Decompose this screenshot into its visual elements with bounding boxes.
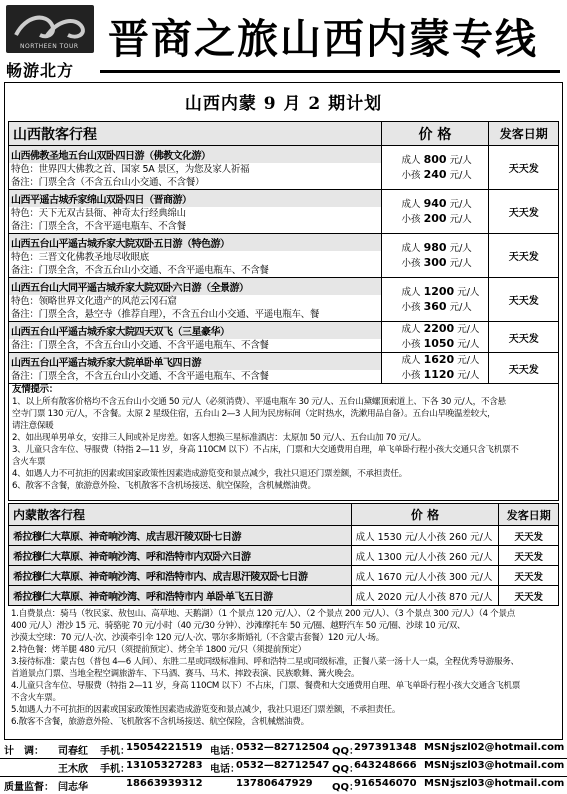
price-child xyxy=(382,300,489,315)
table-header-row xyxy=(9,122,559,146)
neimeng-notes xyxy=(8,607,559,739)
product-name: 山西佛教圣地五台山双卧四日游（佛教文化游） xyxy=(9,146,381,163)
price-child xyxy=(382,256,489,271)
product-detail: 特色：天下无双古县衙、神奇太行经典绵山 xyxy=(11,208,186,219)
contact-phone: 13105327283 xyxy=(126,760,203,771)
product-name: 山西五台山大同平遥古城乔家大院双卧六日游（全景游） xyxy=(9,278,381,295)
note-line: 1.自费景点：骑马（牧民家、敖包山、高草地、天鹅湖）（1 个景点 120 元/人）、（2 个景点 200 元/人）、（3 个景点 300 元/人）（4 个景点 xyxy=(11,609,516,619)
contact-tel: 0532—82712504 xyxy=(236,742,330,753)
departure-date: 天天发 xyxy=(489,278,559,322)
contact-tel: 13780647929 xyxy=(236,778,313,789)
departure-date: 天天发 xyxy=(499,526,559,546)
col-header-price: 价 格 xyxy=(381,122,489,146)
product-price: 成人 1300 元/人小孩 260 元/人 xyxy=(351,546,499,566)
contact-qq-label: QQ： xyxy=(332,764,360,775)
product-price xyxy=(381,322,489,353)
col-header-route: 内蒙散客行程 xyxy=(9,504,352,526)
contact-divider xyxy=(0,776,567,777)
main-panel xyxy=(4,82,563,740)
price-value: 800 xyxy=(423,152,447,166)
product-detail: 备注：门票全含，不含五台山小交通、不含平遥电瓶车、不含餐 xyxy=(11,340,269,351)
product-name: 山西五台山平遥古城乔家大院单卧单飞四日游 xyxy=(9,353,381,370)
product-detail: 特色：三晋文化佛教圣地尽收眼底 xyxy=(11,252,150,263)
price-label: 成人 xyxy=(401,242,421,254)
note-line: 2.特色餐：烤羊腿 480 元/只（须提前预定）、烤全羊 1800 元/只（须提前预定） xyxy=(11,645,306,655)
price-unit: 元/人 xyxy=(449,198,472,210)
col-header-price: 价 格 xyxy=(351,504,499,526)
product-name: 山西五台山平遥古城乔家大院四天双飞（三星豪华） xyxy=(9,322,381,339)
contact-phone-label: 手机： xyxy=(100,764,130,775)
shanxi-table xyxy=(8,121,559,384)
contact-tel-label: 电话： xyxy=(210,764,240,775)
contact-label: 计 调： xyxy=(4,746,44,757)
contact-tel: 0532—82712547 xyxy=(236,760,330,771)
price-label: 小孩 xyxy=(401,301,421,313)
product-detail: 备注：门票全含，不含平遥电瓶车、不含餐 xyxy=(11,221,186,232)
price-value: 240 xyxy=(423,167,447,181)
price-label: 小孩 xyxy=(401,213,421,225)
price-child xyxy=(382,368,489,383)
contact-phone: 15054221519 xyxy=(126,742,203,753)
col-header-route: 山西散客行程 xyxy=(9,122,382,146)
shanxi-notes xyxy=(8,383,559,501)
price-adult xyxy=(382,197,489,212)
contact-msn-label: MSN: xyxy=(424,760,454,771)
price-unit: 元/人 xyxy=(449,169,472,181)
company-logo xyxy=(6,5,94,53)
col-header-date: 发客日期 xyxy=(489,122,559,146)
price-value: 1120 xyxy=(423,368,455,381)
contact-msn: jszl02@hotmail.com xyxy=(452,742,565,753)
departure-date: 天天发 xyxy=(489,353,559,384)
product-info xyxy=(9,322,382,353)
note-line: 400 元/人）滑沙 15 元、骑骆驼 70 元/小时（40 元/30 分钟）、沙滩摩托车 50 元/圈、越野汽车 50 元/圈、沙球 10 元/双、 xyxy=(11,621,466,631)
price-label: 小孩 xyxy=(401,370,421,381)
table-row xyxy=(9,278,559,322)
product-name: 希拉穆仁大草原、神奇响沙湾、呼和浩特市内 单卧单飞五日游 xyxy=(9,586,352,606)
price-value: 2200 xyxy=(423,322,455,335)
col-header-date: 发客日期 xyxy=(499,504,559,526)
price-value: 200 xyxy=(423,211,447,225)
product-info xyxy=(9,234,382,278)
price-label: 成人 xyxy=(401,286,421,298)
price-adult xyxy=(382,153,489,168)
price-child xyxy=(382,212,489,227)
note-line: 空寺门票 130 元/人，不含餐。太原 2 星级住宿，五台山 2—3 人间为民房标间（定时热水，洗漱用品自备）。五台山早晚温差较大， xyxy=(12,409,496,419)
product-price: 成人 1670 元/人小孩 300 元/人 xyxy=(351,566,499,586)
product-info xyxy=(9,190,382,234)
note-line: 5.如遇人力不可抗拒的因素或国家政策性因素造成游览变和景点减少，我社只退还门票差额，不承担责任。 xyxy=(11,705,401,715)
contact-name: 王木欣 xyxy=(58,764,88,775)
product-detail: 备注：门票全含，不含五台山小交通、不含平遥电瓶车、不含餐 xyxy=(11,265,269,276)
contact-label: 质量监督： xyxy=(4,782,54,793)
contact-qq-label: QQ： xyxy=(332,746,360,757)
departure-date: 天天发 xyxy=(489,322,559,353)
price-child xyxy=(382,168,489,183)
table-row xyxy=(9,586,559,606)
note-line: 2、如出现单男单女，安排三人间或补足房差。如客人想换三星标准酒店：太原加 50 元/人、五台山加 70 元/人。 xyxy=(12,433,426,443)
note-line: 6.散客不含餐，旅游意外险、飞机散客不含机场接送、航空保险，含机械燃油费。 xyxy=(11,717,309,727)
departure-date: 天天发 xyxy=(489,234,559,278)
price-label: 成人 xyxy=(401,324,421,335)
product-price xyxy=(381,146,489,190)
departure-date: 天天发 xyxy=(499,566,559,586)
contact-qq: 297391348 xyxy=(354,742,417,753)
price-unit: 元/人 xyxy=(457,324,480,335)
product-detail: 备注：门票全含，不含五台山小交通、不含平遥电瓶车、不含餐 xyxy=(11,371,269,382)
product-price xyxy=(381,190,489,234)
price-adult xyxy=(382,241,489,256)
product-price xyxy=(381,234,489,278)
price-label: 小孩 xyxy=(401,257,421,269)
departure-date: 天天发 xyxy=(499,586,559,606)
table-header-row xyxy=(9,504,559,526)
contact-row xyxy=(0,778,567,794)
note-line: 3、儿童只含车位、导服费（特指 2—11 岁，身高 110CM 以下）不占床，门票和大交通费用自理，单飞单卧行程小孩大交通只含飞机票不 xyxy=(12,445,519,455)
product-name: 希拉穆仁大草原、神奇响沙湾、成吉思汗陵双卧七日游 xyxy=(9,526,352,546)
product-info xyxy=(9,278,382,322)
price-value: 980 xyxy=(423,240,447,254)
contact-msn-label: MSN: xyxy=(424,742,454,753)
contact-qq: 916546070 xyxy=(354,778,417,789)
note-line: 不含火车票。 xyxy=(11,693,61,703)
contact-tel-label: 电话： xyxy=(210,746,240,757)
note-line: 含火车票 xyxy=(12,457,46,467)
note-line: 3.接待标准：蒙古包（普包 4—6 人间）、东胜二星或同级标准间、呼和浩特二星或同级标准，正餐八菜一汤十人一桌，全程优秀导游服务、 xyxy=(11,657,519,667)
contact-msn: jszl03@hotmail.com xyxy=(452,778,565,789)
product-detail: 特色：世界四大佛教之首、国家 5A 景区，为您及家人祈福 xyxy=(11,164,250,175)
note-line: 请注意保暖 xyxy=(12,421,54,431)
price-unit: 元/人 xyxy=(449,242,472,254)
contact-name: 闫志华 xyxy=(58,782,88,793)
price-label: 小孩 xyxy=(401,169,421,181)
price-unit: 元/人 xyxy=(449,154,472,166)
product-info xyxy=(9,353,382,384)
product-name: 希拉穆仁大草原、神奇响沙湾、呼和浩特市内双卧六日游 xyxy=(9,546,352,566)
price-child xyxy=(382,337,489,352)
price-unit: 元/人 xyxy=(457,355,480,366)
product-detail: 备注：门票全含，悬空寺（推荐自理），不含五台山小交通、平遥电瓶车、餐 xyxy=(11,309,320,320)
product-detail: 备注：门票全含（不含五台山小交通、不含餐） xyxy=(11,177,205,188)
product-price: 成人 2020 元/人小孩 870 元/人 xyxy=(351,586,499,606)
product-price xyxy=(381,353,489,384)
price-adult xyxy=(382,353,489,368)
note-line: 沙漠太空球：70 元/人·次、沙漠牵引伞 120 元/人·次、鄂尔多斯婚礼（不含蒙古套餐）120 元/人·场。 xyxy=(11,633,385,643)
price-value: 300 xyxy=(423,255,447,269)
product-info xyxy=(9,146,382,190)
neimeng-table xyxy=(8,503,559,606)
product-detail: 特色：领略世界文化遗产的风范云冈石窟 xyxy=(11,296,177,307)
price-label: 成人 xyxy=(401,355,421,366)
note-line: 1、以上所有散客价格均不含五台山小交通 50 元/人（必须消费）、平遥电瓶车 30 元/人、五台山黛螺顶索道上、下各 30 元/人，不含悬 xyxy=(12,397,506,407)
price-value: 1200 xyxy=(423,284,455,298)
brand-name: 畅游北方 xyxy=(6,61,75,80)
price-adult xyxy=(382,322,489,337)
table-row xyxy=(9,353,559,384)
price-unit: 元/人 xyxy=(457,370,480,381)
price-adult xyxy=(382,285,489,300)
product-name: 山西平遥古城乔家绵山双卧四日（晋商游） xyxy=(9,190,381,207)
note-line: 4、如遇人力不可抗拒的因素或国家政策性因素造成游览变和景点减少，我社只退还门票差额，不承担责任。 xyxy=(12,469,407,479)
price-label: 成人 xyxy=(401,198,421,210)
table-row xyxy=(9,546,559,566)
header xyxy=(0,0,567,82)
note-line: 4.儿童只含车位、导服费（特指 2—11 岁，身高 110CM 以下）不占床，门票、餐费和大交通费用自理、单飞单卧行程小孩大交通含飞机票 xyxy=(11,681,521,691)
table-row xyxy=(9,322,559,353)
page-title: 晋商之旅山西内蒙专线 xyxy=(108,15,538,63)
notes-title: 友情提示： xyxy=(12,384,59,395)
product-name: 希拉穆仁大草原、神奇响沙湾、呼和浩特市内、成吉思汗陵双卧七日游 xyxy=(9,566,352,586)
note-line: 6、散客不含餐，旅游意外险、飞机散客不含机场接送、航空保险，含机械燃油费。 xyxy=(12,481,316,491)
price-label: 成人 xyxy=(401,154,421,166)
contact-msn-label: MSN: xyxy=(424,778,454,789)
table-row xyxy=(9,190,559,234)
price-unit: 元/人 xyxy=(457,286,480,298)
logo-text: NORTHEEN TOUR xyxy=(20,43,79,50)
price-value: 1620 xyxy=(423,353,455,366)
departure-date: 天天发 xyxy=(489,146,559,190)
price-value: 360 xyxy=(423,299,447,313)
contact-name: 司春红 xyxy=(58,746,88,757)
product-price xyxy=(381,278,489,322)
table-row xyxy=(9,234,559,278)
header-divider xyxy=(100,70,560,73)
note-line: 首道景点门票、当地全程空调旅游车、下马酒、赛马、马术、摔跤表演、民族歌舞、篝火晚会。 xyxy=(11,669,360,679)
contact-qq-label: QQ： xyxy=(332,782,360,793)
price-value: 940 xyxy=(423,196,447,210)
table-row xyxy=(9,526,559,546)
contact-msn: jszl03@hotmail.com xyxy=(452,760,565,771)
table-row xyxy=(9,146,559,190)
plan-title: 山西内蒙 9 月 2 期计划 xyxy=(184,94,383,114)
contact-divider xyxy=(0,758,567,759)
contact-qq: 643248666 xyxy=(354,760,417,771)
product-price: 成人 1530 元/人小孩 260 元/人 xyxy=(351,526,499,546)
table-row xyxy=(9,566,559,586)
price-label: 小孩 xyxy=(401,339,421,350)
departure-date: 天天发 xyxy=(499,546,559,566)
price-unit: 元/人 xyxy=(449,301,472,313)
product-name: 山西五台山平遥古城乔家大院双卧五日游（特色游） xyxy=(9,234,381,251)
departure-date: 天天发 xyxy=(489,190,559,234)
price-unit: 元/人 xyxy=(449,213,472,225)
contact-phone: 18663939312 xyxy=(126,778,203,789)
price-unit: 元/人 xyxy=(449,257,472,269)
price-value: 1050 xyxy=(423,337,455,350)
contact-phone-label: 手机： xyxy=(100,746,130,757)
price-unit: 元/人 xyxy=(457,339,480,350)
